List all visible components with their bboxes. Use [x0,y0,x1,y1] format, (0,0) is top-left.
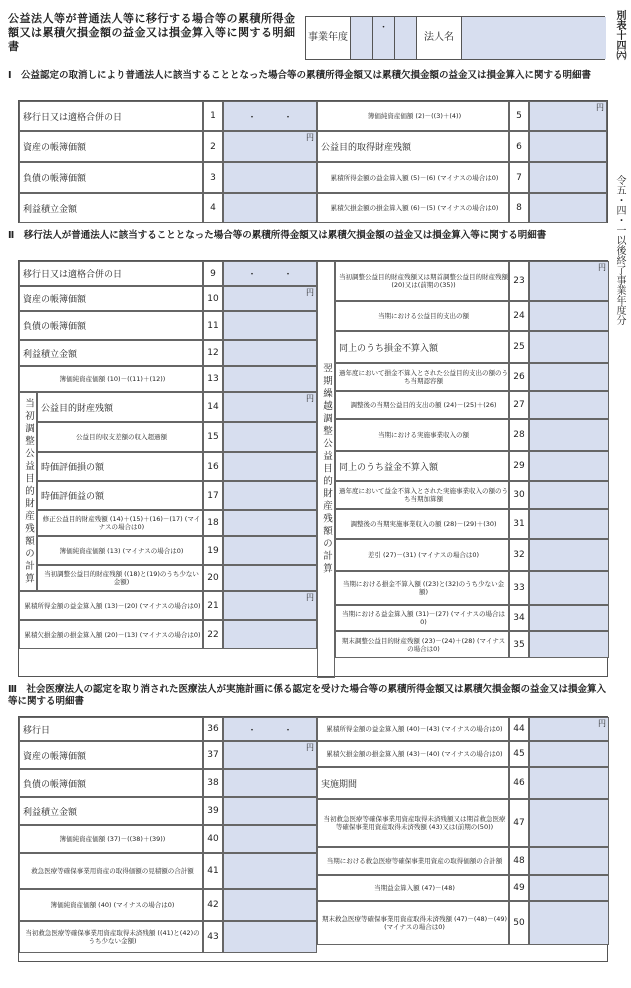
s2-left-input-18[interactable] [223,510,317,536]
s3-right-label-46: 実施期間 [317,767,509,799]
s2-right-input-28[interactable] [529,419,609,451]
s1-left-no-4: 4 [203,193,223,223]
s3-left-no-39: 39 [203,797,223,825]
s3-right-no-50: 50 [509,901,529,945]
s2-right-no-27: 27 [509,391,529,419]
s1-right-input-5[interactable]: 円 [529,101,607,131]
s2-left-vertical: 当初調整公益目的財産残額の計算 [19,392,37,591]
s1-left-input-1[interactable]: ・ ・ [223,101,317,131]
s2-left-label-11: 負債の帳簿価額 [19,311,203,340]
s3-left-input-42[interactable] [223,889,317,921]
s1-right-label-7: 累積所得金額の益金算入額 (5)－(6) (マイナスの場合は0) [317,162,509,193]
s2-right-label-33: 当期における損金不算入額 ((23)と(32)のうち少ない金額) [335,571,509,605]
form-id: 別表十四㈥ [614,10,625,60]
section-3-heading: Ⅲ 社会医療法人の認定を取り消された医療法人が実施計画に係る認定を受けた場合等の累積所得金額又は累積欠損金額の益金又は損金算入等に関する明細書 [8,684,606,707]
s2-right-input-35[interactable] [529,631,609,658]
s2-left-label-18: 修正公益目的財産残額 (14)＋(15)＋(16)－(17) (マイナスの場合は0) [37,510,203,536]
s3-left-label-39: 利益積立金額 [19,797,203,825]
s3-left-no-36: 36 [203,717,223,741]
s2-left-label-14: 公益目的財産残額 [37,392,203,422]
s2-right-input-25[interactable] [529,331,609,363]
s1-left-input-2[interactable]: 円 [223,131,317,162]
s2-right-label-28: 当期における実施事業収入の額 [335,419,509,451]
s2-right-no-29: 29 [509,451,529,481]
s2-right-input-27[interactable] [529,391,609,419]
s2-left-label-9: 移行日又は適格合併の日 [19,261,203,286]
s3-right-label-47: 当初救急医療等確保事業用資産取得未済残額又は期首救急医療等確保事業用資産取得未済残額 (43)又は(前期の(50)) [317,799,509,847]
s3-left-input-41[interactable] [223,853,317,889]
s2-right-label-34: 当期における益金算入額 (31)－(27) (マイナスの場合は0) [335,605,509,631]
s2-right-no-30: 30 [509,481,529,509]
s2-right-no-31: 31 [509,509,529,539]
s2-left-label-17: 時価評価益の額 [37,481,203,510]
s3-left-input-43[interactable] [223,921,317,953]
s2-left-label-21: 累積所得金額の益金算入額 (13)－(20) (マイナスの場合は0) [19,591,203,620]
s3-left-input-37[interactable]: 円 [223,741,317,769]
s2-left-input-12[interactable] [223,340,317,366]
s2-right-no-28: 28 [509,419,529,451]
s3-left-label-40: 簿価純資産価額 (37)－((38)＋(39)) [19,825,203,853]
section-1-table [18,100,608,223]
s1-right-input-7[interactable] [529,162,607,193]
s2-right-label-35: 期末調整公益目的財産残額 (23)－(24)＋(28) (マイナスの場合は0) [335,631,509,658]
s2-left-no-15: 15 [203,422,223,452]
s1-left-input-3[interactable] [223,162,317,193]
s2-right-label-27: 調整後の当期公益目的支出の額 (24)－(25)＋(26) [335,391,509,419]
s3-right-input-49[interactable] [529,875,609,901]
s2-left-no-22: 22 [203,620,223,649]
s2-left-input-21[interactable]: 円 [223,591,317,620]
s3-right-label-50: 期末救急医療等確保事業用資産取得未済残額 (47)－(48)－(49) (マイナスの場合は0) [317,901,509,945]
corp-name-label: 法人名 [417,17,462,59]
s3-left-input-40[interactable] [223,825,317,853]
s3-right-label-48: 当期における救急医療等確保事業用資産の取得価額の合計額 [317,847,509,875]
s1-right-input-6[interactable] [529,131,607,162]
s2-left-input-19[interactable] [223,536,317,565]
s2-left-no-17: 17 [203,481,223,510]
s3-right-input-50[interactable] [529,901,609,945]
s2-left-input-13[interactable] [223,366,317,392]
s3-right-label-45: 累積欠損金額の損金算入額 (43)－(40) (マイナスの場合は0) [317,741,509,767]
s2-right-input-29[interactable] [529,451,609,481]
s3-right-no-48: 48 [509,847,529,875]
s2-right-label-23: 当初調整公益目的財産残額又は期首調整公益目的財産残額 (20)又は(前期の(35)) [335,261,509,301]
s3-left-input-36[interactable]: ・ ・ [223,717,317,741]
s1-right-no-7: 7 [509,162,529,193]
s2-left-label-19: 簿価純資産価額 (13) (マイナスの場合は0) [37,536,203,565]
s2-right-no-33: 33 [509,571,529,605]
s2-right-input-33[interactable] [529,571,609,605]
s2-right-no-25: 25 [509,331,529,363]
s1-left-input-4[interactable] [223,193,317,223]
section-2-table [18,260,608,677]
s3-left-no-38: 38 [203,769,223,797]
s2-right-input-31[interactable] [529,509,609,539]
s3-left-no-42: 42 [203,889,223,921]
s3-left-no-37: 37 [203,741,223,769]
s3-right-no-47: 47 [509,799,529,847]
s1-left-label-3: 負債の帳簿価額 [19,162,203,193]
s2-left-no-20: 20 [203,565,223,591]
s3-left-no-41: 41 [203,853,223,889]
s3-right-input-45[interactable] [529,741,609,767]
s3-right-input-44[interactable]: 円 [529,717,609,741]
s3-right-label-49: 当期益金算入額 (47)－(48) [317,875,509,901]
s2-right-input-23[interactable]: 円 [529,261,609,301]
s2-left-no-16: 16 [203,452,223,481]
s2-left-no-11: 11 [203,311,223,340]
s3-left-label-42: 簿価純資産価額 (40) (マイナスの場合は0) [19,889,203,921]
s2-right-no-34: 34 [509,605,529,631]
section-3-table [18,716,608,962]
s2-left-no-10: 10 [203,286,223,311]
s1-right-label-8: 累積欠損金額の損金算入額 (6)－(5) (マイナスの場合は0) [317,193,509,223]
s3-left-label-41: 救急医療等確保事業用資産の取得価額の見積額の合計額 [19,853,203,889]
s3-left-label-43: 当初救急医療等確保事業用資産取得未済残額 ((41)と(42)のうち少ない金額) [19,921,203,953]
s3-left-no-43: 43 [203,921,223,953]
s1-left-no-3: 3 [203,162,223,193]
s3-left-label-38: 負債の帳簿価額 [19,769,203,797]
s1-right-no-8: 8 [509,193,529,223]
header-box [305,16,605,60]
s2-left-no-13: 13 [203,366,223,392]
s2-left-no-18: 18 [203,510,223,536]
s2-left-input-14[interactable]: 円 [223,392,317,422]
s2-right-input-26[interactable] [529,363,609,391]
s2-left-no-12: 12 [203,340,223,366]
s3-left-label-36: 移行日 [19,717,203,741]
s3-left-input-39[interactable] [223,797,317,825]
section-2-heading: Ⅱ 移行法人が普通法人に該当することとなった場合等の累積所得金額又は累積欠損金額の益金又は損金算入等に関する明細書 [8,230,547,241]
s3-left-label-37: 資産の帳簿価額 [19,741,203,769]
s2-left-input-10[interactable]: 円 [223,286,317,311]
s2-right-vertical: 翌期繰越調整公益目的財産残額の計算 [317,261,335,678]
s3-right-input-47[interactable] [529,799,609,847]
s2-left-no-14: 14 [203,392,223,422]
s3-right-no-46: 46 [509,767,529,799]
fiscal-year-label: 事業年度 [306,17,351,59]
s1-left-label-1: 移行日又は適格合併の日 [19,101,203,131]
s2-right-input-30[interactable] [529,481,609,509]
s2-right-label-30: 過年度において益金不算入とされた実施事業収入の額のうち当期加算額 [335,481,509,509]
s1-left-no-1: 1 [203,101,223,131]
s2-left-input-15[interactable] [223,422,317,452]
s2-left-label-15: 公益目的収支差額の収入超過額 [37,422,203,452]
s1-right-label-5: 簿価純資産価額 (2)－((3)＋(4)) [317,101,509,131]
s3-right-label-44: 累積所得金額の益金算入額 (40)－(43) (マイナスの場合は0) [317,717,509,741]
s2-right-label-31: 調整後の当期実施事業収入の額 (28)－(29)＋(30) [335,509,509,539]
s2-left-label-20: 当初調整公益目的財産残額 ((18)と(19)のうち少ない金額) [37,565,203,591]
s2-left-label-12: 利益積立金額 [19,340,203,366]
s3-right-no-44: 44 [509,717,529,741]
s2-left-label-22: 累積欠損金額の損金算入額 (20)－(13) (マイナスの場合は0) [19,620,203,649]
s2-right-no-32: 32 [509,539,529,571]
s2-right-input-24[interactable] [529,301,609,331]
form-title: 公益法人等が普通法人等に移行する場合等の累積所得金額又は累積欠損金額の益金又は損金算入等に関する明細書 [8,12,296,53]
s2-left-no-19: 19 [203,536,223,565]
s2-right-label-26: 過年度において損金不算入とされた公益目的支出の額のうち当期認容額 [335,363,509,391]
s3-left-no-40: 40 [203,825,223,853]
s1-right-label-6: 公益目的取得財産残額 [317,131,509,162]
s2-left-label-13: 簿価純資産価額 (10)－((11)＋(12)) [19,366,203,392]
s2-left-label-10: 資産の帳簿価額 [19,286,203,311]
s3-right-no-49: 49 [509,875,529,901]
s2-right-label-32: 差引 (27)－(31) (マイナスの場合は0) [335,539,509,571]
s3-right-no-45: 45 [509,741,529,767]
s2-right-no-26: 26 [509,363,529,391]
fiscal-year-input[interactable]: ・ [373,17,395,59]
s2-left-input-11[interactable] [223,311,317,340]
s3-right-input-46[interactable] [529,767,609,799]
s2-right-no-24: 24 [509,301,529,331]
corp-name-input[interactable] [462,17,606,59]
s3-left-input-38[interactable] [223,769,317,797]
s1-left-label-2: 資産の帳簿価額 [19,131,203,162]
section-1-heading: Ⅰ 公益認定の取消しにより普通法人に該当することとなった場合等の累積所得金額又は累積欠損金額の益金又は損金算入に関する明細書 [8,70,592,81]
s2-left-no-21: 21 [203,591,223,620]
s2-right-no-23: 23 [509,261,529,301]
s2-right-label-25: 同上のうち損金不算入額 [335,331,509,363]
s2-left-no-9: 9 [203,261,223,286]
s2-left-label-16: 時価評価損の額 [37,452,203,481]
s1-right-no-6: 6 [509,131,529,162]
s1-left-no-2: 2 [203,131,223,162]
s2-right-label-29: 同上のうち益金不算入額 [335,451,509,481]
s2-left-input-17[interactable] [223,481,317,510]
s1-right-input-8[interactable] [529,193,607,223]
s2-left-input-22[interactable] [223,620,317,649]
s3-right-input-48[interactable] [529,847,609,875]
s2-left-input-20[interactable] [223,565,317,591]
side-note: 令五・四・一以後終了事業年度分 [614,175,625,325]
s2-right-input-34[interactable] [529,605,609,631]
s2-left-input-16[interactable] [223,452,317,481]
s1-right-no-5: 5 [509,101,529,131]
s2-right-no-35: 35 [509,631,529,658]
s2-left-input-9[interactable]: ・ ・ [223,261,317,286]
s1-left-label-4: 利益積立金額 [19,193,203,223]
s2-right-label-24: 当期における公益目的支出の額 [335,301,509,331]
s2-right-input-32[interactable] [529,539,609,571]
